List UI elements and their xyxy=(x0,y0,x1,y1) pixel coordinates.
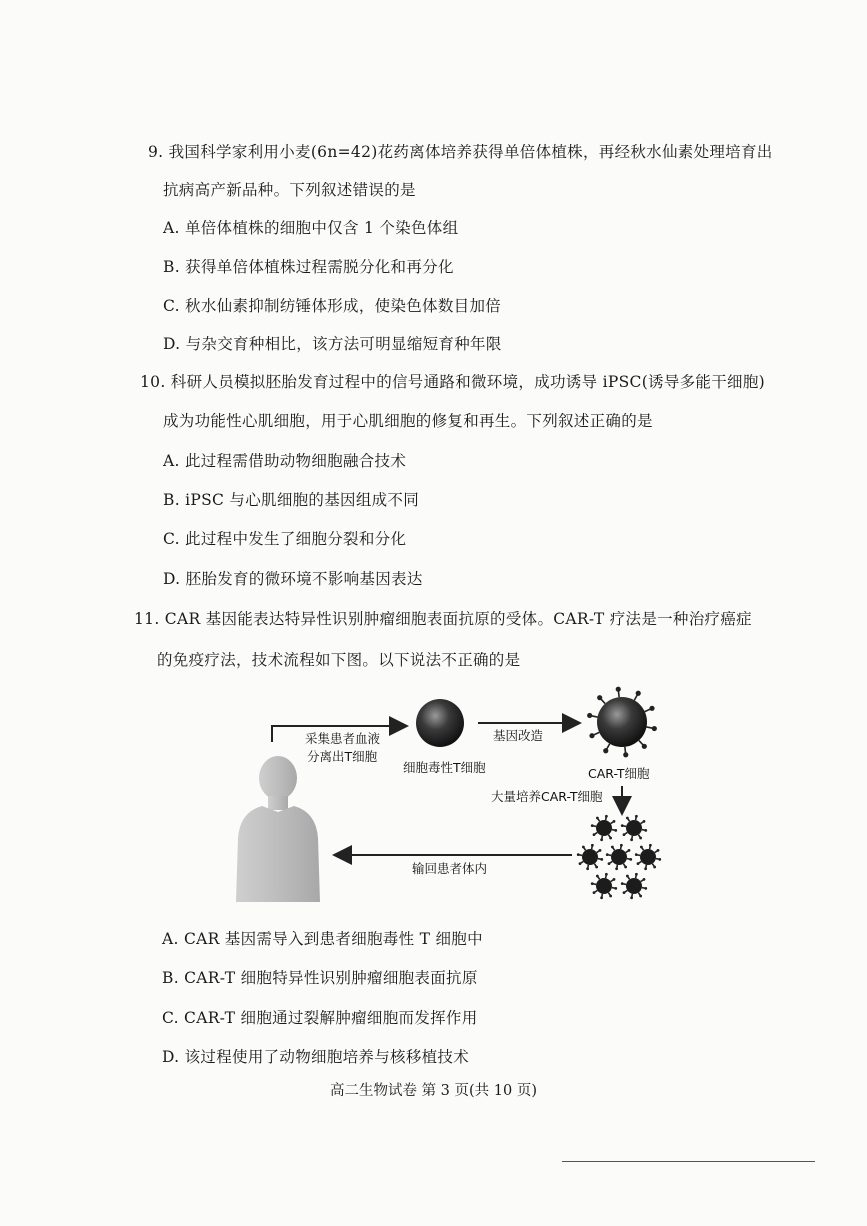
receptor-knob xyxy=(591,882,594,885)
q11-stem-line1: 11. CAR 基因能表达特异性识别肿瘤细胞表面抗原的受体。CAR-T 疗法是一种治疗癌症 xyxy=(134,610,752,628)
q9-option-d: D. 与杂交育种相比，该方法可明显缩短育种年限 xyxy=(163,335,502,353)
receptor-knob xyxy=(596,875,599,878)
receptor-knob xyxy=(630,838,633,841)
small-cart-cell xyxy=(591,815,617,841)
receptor-knob xyxy=(643,820,646,823)
receptor-knob xyxy=(621,882,624,885)
small-cart-cell-body xyxy=(611,849,627,865)
q10-option-c: C. 此过程中发生了细胞分裂和分化 xyxy=(163,530,407,548)
q11-number: 11. xyxy=(134,610,160,628)
receptor-knob xyxy=(582,846,585,849)
small-cart-cell-body xyxy=(626,820,642,836)
receptor-knob xyxy=(635,815,638,818)
receptor-knob xyxy=(623,833,626,836)
receptor-knob xyxy=(644,829,647,832)
receptor-knob xyxy=(636,691,641,696)
q9-stem-line1: 9. 我国科学家利用小麦(6n=42)花药离体培养获得单倍体植株，再经秋水仙素处理培育出 xyxy=(148,143,773,161)
patient-figure xyxy=(236,756,320,902)
receptor-knob xyxy=(644,867,647,870)
receptor-knob xyxy=(644,887,647,890)
small-cart-cell-body xyxy=(596,878,612,894)
receptor-knob xyxy=(597,695,602,700)
receptor-knob xyxy=(579,862,582,865)
receptor-knob xyxy=(591,844,594,847)
receptor-knob xyxy=(616,687,621,692)
receptor-knob xyxy=(613,878,616,881)
receptor-knob xyxy=(599,849,602,852)
receptor-knob xyxy=(620,844,623,847)
receptor-knob xyxy=(589,733,594,738)
receptor-knob xyxy=(591,824,594,827)
cytotoxic-t-cell xyxy=(416,699,464,747)
step3-label: 大量培养CAR-T细胞 xyxy=(491,789,603,804)
receptor-knob xyxy=(628,849,631,852)
step4-label: 输回患者体内 xyxy=(412,861,488,876)
page-footer: 高二生物试卷 第 3 页(共 10 页) xyxy=(329,1083,538,1099)
q9-number: 9. xyxy=(148,143,164,161)
receptor-knob xyxy=(635,853,638,856)
receptor-knob xyxy=(630,896,633,899)
receptor-knob xyxy=(603,748,608,753)
receptor-knob xyxy=(613,820,616,823)
q9-option-b: B. 获得单倍体植株过程需脱分化和再分化 xyxy=(163,258,454,276)
receptor-knob xyxy=(609,837,612,840)
q11-option-a: A. CAR 基因需导入到患者细胞毒性 T 细胞中 xyxy=(162,930,483,948)
receptor-knob xyxy=(640,846,643,849)
receptor-knob xyxy=(637,862,640,865)
receptor-knob xyxy=(653,866,656,869)
receptor-knob xyxy=(643,878,646,881)
car-t-cell xyxy=(587,687,657,758)
receptor-knob xyxy=(605,873,608,876)
receptor-knob xyxy=(605,815,608,818)
small-cart-cell-body xyxy=(582,849,598,865)
receptor-knob xyxy=(600,838,603,841)
small-cart-cell xyxy=(591,873,617,899)
tcell-label: 细胞毒性T细胞 xyxy=(403,760,486,775)
receptor-knob xyxy=(596,817,599,820)
receptor-knob xyxy=(623,891,626,894)
receptor-knob xyxy=(629,858,632,861)
q10-option-b: B. iPSC 与心肌细胞的基因组成不同 xyxy=(163,491,420,509)
small-cart-cell xyxy=(606,844,632,870)
q9-option-c: C. 秋水仙素抑制纺锤体形成，使染色体数目加倍 xyxy=(163,297,502,315)
receptor-knob xyxy=(642,744,647,749)
q10-stem-line2: 成为功能性心肌细胞，用于心肌细胞的修复和再生。下列叙述正确的是 xyxy=(163,412,653,430)
step1-label-line2: 分离出T细胞 xyxy=(307,749,378,764)
q11-stem-line2: 的免疫疗法，技术流程如下图。以下说法不正确的是 xyxy=(157,651,521,669)
receptor-knob xyxy=(586,867,589,870)
receptor-knob xyxy=(635,873,638,876)
q10-stem-line1: 10. 科研人员模拟胚胎发育过程中的信号通路和微环境，成功诱导 iPSC(诱导多能干细胞) xyxy=(140,373,765,391)
small-cart-cell-body xyxy=(596,820,612,836)
receptor-knob xyxy=(587,713,592,718)
receptor-knob xyxy=(593,891,596,894)
q11-option-d: D. 该过程使用了动物细胞培养与核移植技术 xyxy=(162,1048,470,1066)
small-cart-cell xyxy=(577,844,603,870)
receptor-knob xyxy=(606,853,609,856)
bottom-rule xyxy=(562,1161,815,1162)
receptor-knob xyxy=(649,844,652,847)
receptor-knob xyxy=(652,726,657,731)
receptor-knob xyxy=(577,853,580,856)
q9-option-a: A. 单倍体植株的细胞中仅含 1 个染色体组 xyxy=(163,219,459,237)
receptor-knob xyxy=(614,887,617,890)
q10-option-a: A. 此过程需借助动物细胞融合技术 xyxy=(163,452,407,470)
receptor-knob xyxy=(639,837,642,840)
receptor-knob xyxy=(600,896,603,899)
receptor-knob xyxy=(658,858,661,861)
step2-label: 基因改造 xyxy=(493,728,544,743)
receptor-knob xyxy=(609,895,612,898)
receptor-knob xyxy=(608,862,611,865)
expanded-cart-cells xyxy=(577,815,661,899)
receptor-knob xyxy=(621,824,624,827)
receptor-knob xyxy=(600,858,603,861)
receptor-knob xyxy=(657,849,660,852)
receptor-knob xyxy=(626,875,629,878)
receptor-knob xyxy=(624,866,627,869)
cart-label: CAR-T细胞 xyxy=(588,766,650,781)
receptor-knob xyxy=(639,895,642,898)
small-cart-cell-body xyxy=(626,878,642,894)
receptor-knob xyxy=(649,706,654,711)
receptor-knob xyxy=(623,752,628,757)
q10-option-d: D. 胚胎发育的微环境不影响基因表达 xyxy=(163,570,423,588)
small-cart-cell xyxy=(621,815,647,841)
receptor-knob xyxy=(611,846,614,849)
receptor-knob xyxy=(614,829,617,832)
small-cart-cell xyxy=(621,873,647,899)
small-cart-cell xyxy=(635,844,661,870)
receptor-knob xyxy=(626,817,629,820)
small-cart-cell-body xyxy=(640,849,656,865)
q10-number: 10. xyxy=(140,373,166,391)
step1-label-line1: 采集患者血液 xyxy=(305,731,381,746)
receptor-knob xyxy=(595,866,598,869)
q9-stem-line2: 抗病高产新品种。下列叙述错误的是 xyxy=(163,181,416,199)
receptor-knob xyxy=(615,867,618,870)
receptor-knob xyxy=(593,833,596,836)
q11-option-c: C. CAR-T 细胞通过裂解肿瘤细胞而发挥作用 xyxy=(162,1009,478,1027)
q11-option-b: B. CAR-T 细胞特异性识别肿瘤细胞表面抗原 xyxy=(162,969,478,987)
